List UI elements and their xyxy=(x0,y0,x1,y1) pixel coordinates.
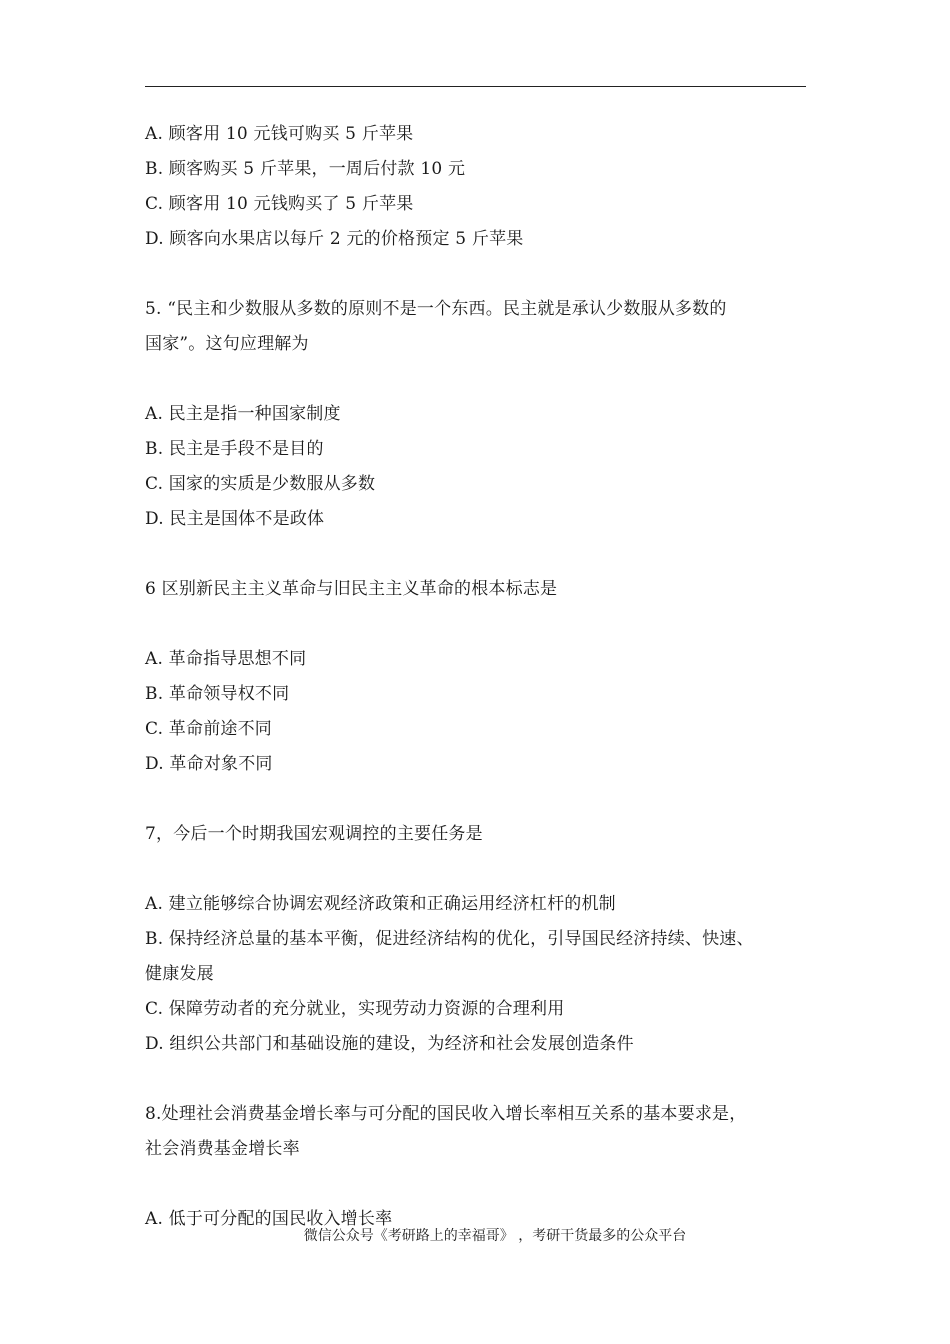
question-stem: 6 区别新民主主义革命与旧民主主义革命的根本标志是 xyxy=(145,579,558,599)
question-stem: 国家”。这句应理解为 xyxy=(145,334,309,354)
option-c: C. 保障劳动者的充分就业，实现劳动力资源的合理利用 xyxy=(145,999,565,1019)
option-a: A. 顾客用 10 元钱可购买 5 斤苹果 xyxy=(145,124,414,144)
option-c: C. 顾客用 10 元钱购买了 5 斤苹果 xyxy=(145,194,414,214)
option-a: A. 低于可分配的国民收入增长率 xyxy=(145,1209,393,1229)
question-4-options xyxy=(145,117,810,257)
question-6 xyxy=(145,572,810,782)
option-d: D. 民主是国体不是政体 xyxy=(145,509,325,529)
question-stem: 8.处理社会消费基金增长率与可分配的国民收入增长率相互关系的基本要求是， xyxy=(145,1104,747,1124)
question-5 xyxy=(145,292,810,537)
question-stem: 社会消费基金增长率 xyxy=(145,1139,300,1159)
option-a: A. 建立能够综合协调宏观经济政策和正确运用经济杠杆的机制 xyxy=(145,894,616,914)
option-d: D. 组织公共部门和基础设施的建设，为经济和社会发展创造条件 xyxy=(145,1034,634,1054)
header-rule xyxy=(145,86,806,87)
question-8 xyxy=(145,1097,810,1237)
page-footer: 微信公众号《考研路上的幸福哥》 ，考研干货最多的公众平台 xyxy=(303,1228,687,1244)
option-b: B. 民主是手段不是目的 xyxy=(145,439,324,459)
option-a: A. 革命指导思想不同 xyxy=(145,649,307,669)
question-stem: 5. “民主和少数服从多数的原则不是一个东西。民主就是承认少数服从多数的 xyxy=(145,299,727,319)
option-b: B. 保持经济总量的基本平衡，促进经济结构的优化，引导国民经济持续、快速、 xyxy=(145,929,754,949)
option-b: B. 顾客购买 5 斤苹果，一周后付款 10 元 xyxy=(145,159,466,179)
option-b: B. 革命领导权不同 xyxy=(145,684,290,704)
question-7 xyxy=(145,817,810,1062)
document-body xyxy=(145,117,810,1237)
option-d: D. 革命对象不同 xyxy=(145,754,273,774)
option-b-continued: 健康发展 xyxy=(145,964,214,984)
option-c: C. 国家的实质是少数服从多数 xyxy=(145,474,376,494)
option-d: D. 顾客向水果店以每斤 2 元的价格预定 5 斤苹果 xyxy=(145,229,524,249)
question-stem: 7，今后一个时期我国宏观调控的主要任务是 xyxy=(145,824,483,844)
option-a: A. 民主是指一种国家制度 xyxy=(145,404,341,424)
option-c: C. 革命前途不同 xyxy=(145,719,273,739)
